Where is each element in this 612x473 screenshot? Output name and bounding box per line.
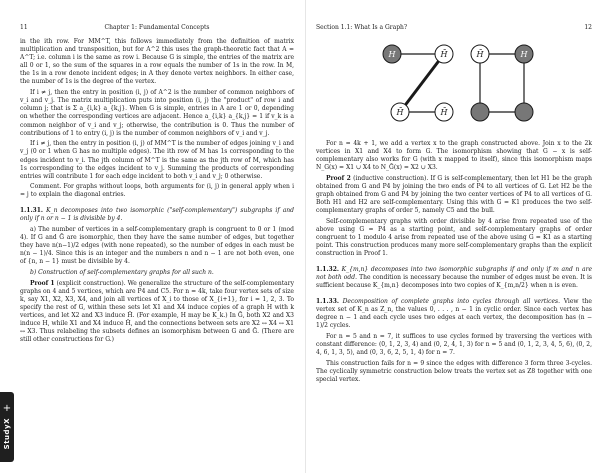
paragraph-degree: in the ith row. For MM^T, this follows immediately from the definition of matrix multiplication and transposition, but for A^2 this uses the graph-theoretic fact that A = A^T; i.e. column i is the same as row i. Because G is simple, the entries of the matrix are all 0 or 1, so the sum of the squares in a row equals the number of 1s in the row. In M, the 1s in a row denote incident edges; in A they denote vertex neighbors. In either case, the number of 1s is the degree of the vertex. — [20, 38, 294, 86]
part-b: b) Construction of self-complementary graphs for all such n. — [30, 269, 214, 276]
figure-edge — [400, 54, 444, 112]
exercise-label: 1.1.33. — [316, 297, 339, 305]
left-page-number: 11 — [20, 24, 28, 31]
vertex-label: H — [388, 50, 396, 59]
self-complementary-figure — [316, 40, 592, 140]
exercise-label: 1.1.32. — [316, 266, 339, 274]
vertex-label: H̄ — [440, 50, 448, 59]
proof-1 — [20, 280, 294, 345]
exercise-text: The condition is necessary because the number of edges must be even. It is sufficient because K_{m,n} decomposes into two copies of K_{m,n/2} when n is even. — [316, 274, 592, 290]
proof-2 — [316, 175, 592, 215]
paragraph-edges-joining: If i ≠ j, then the entry in position (i, j) of MM^T is the number of edges joining v_i and v_j (0 or 1 when G has no multiple edges). The ith row of M has 1s corresponding to the edges incident to v_i. The jth column of M^T is the same as the jth row of M, which has 1s corresponding to the edges incident to v_j. Summing the products of corresponding entries will contribute 1 for each edge incident to both v_i and v_j; 0 otherwise. — [20, 140, 294, 180]
figure-vertex — [515, 103, 533, 121]
plus-icon: + — [2, 403, 12, 415]
exercise-label: 1.1.31. — [20, 207, 43, 215]
proof-2-text: (inductive construction). If G is self-complementary, then let H1 be the graph obtained from G and P4 by joining the two ends of P4 to all vertices of G. Let H2 be the graph obtained from G and P4 by joining the two center vertices of P4 to all vertices of G. Both H1 and H2 are self-complementary. Using this with G = K1 produces the two self-complementary graphs of order 5, namely C5 and the bull. — [316, 174, 592, 215]
right-page — [306, 0, 612, 473]
studyx-sidebar-tab[interactable] — [0, 392, 14, 462]
exercise-1-1-33 — [316, 298, 592, 330]
proof-1-label: Proof 1 — [30, 279, 55, 287]
paragraph-n-4k-plus-1: For n = 4k + 1, we add a vertex x to the graph constructed above. Join x to the 2k vertices in X1 and X4 to form G. The isomorphism showing that G − x is self-complementary also works for G (with x mapped to itself), since this isomorphism maps N_G(x) = X1 ∪ X4 to N_Ḡ(x) = X2 ∪ X3. — [316, 140, 592, 172]
exercise-statement: K_{m,n} decomposes into two isomorphic subgraphs if and only if m and n are not both odd. — [316, 266, 592, 282]
paragraph-n-9: This construction fails for n = 9 since the edges with difference 3 form three 3-cycles. The cyclically symmetric construction below treats the vertex set as Z8 together with one special vertex. — [316, 359, 592, 383]
paragraph-self-complementary: Self-complementary graphs with order divisible by 4 arise from repeated use of the above using G = P4 as a starting point, and self-complementary graphs of order congruent to 1 modulo 4 arise from repeated use of the above using G = K1 as a starting point. This construction produces many more self-complementary graphs than the explicit construction in Proof 1. — [316, 218, 592, 258]
exercise-1-1-32 — [316, 266, 592, 290]
right-running-head: Section 1.1: What Is a Graph? — [316, 24, 408, 31]
exercise-1-1-31 — [20, 207, 294, 223]
vertex-label: H̄ — [440, 108, 448, 117]
vertex-label: H̄ — [396, 108, 404, 117]
paragraph-common-neighbors: If i ≠ j, then the entry in position (i, j) of A^2 is the number of common neighbors of v_i and v_j. The matrix multiplication puts into position (i, j) the "product" of row i and column j; that is Σ a_{i,k} a_{k,j}. When G is simple, entries in A are 1 or 0, depending on whether the corresponding vertices are adjacent. Hence a_{i,k} a_{k,j} = 1 if v_k is a common neighbor of v_i and v_j; otherwise, the contribution is 0. Thus the number of contributions of 1 to entry (i, j) is the number of common neighbors of v_i and v_j. — [20, 89, 294, 137]
proof-1-text: (explicit construction). We generalize the structure of the self-complementary graphs on 4 and 5 vertices, which are P4 and C5. For n = 4k, take four vertex sets of size k, say X1, X2, X3, X4, and join all vertices of X_i to those of X_{i+1}, for i = 1, 2, 3. To specify the rest of G, within these sets let X1 and X4 induce copies of a graph H with k vertices, and let X2 and X3 induce H̄. (For example, H may be K_k.) In Ḡ, both X2 and X3 induce H, while X1 and X4 induce H̄, and the connections between sets are X2 ↔ X4 ↔ X1 ↔ X3. Thus relabeling the subsets defines an isomorphism between G and Ḡ. (There are still other constructions for G.) — [20, 279, 294, 344]
exercise-statement: Decomposition of complete graphs into cycles through all vertices. — [342, 297, 561, 305]
studyx-label: StudyX — [3, 418, 11, 450]
part-a: a) The number of vertices in a self-complementary graph is congruent to 0 or 1 (mod 4). If G and Ḡ are isomorphic, then they have the same number of edges, but together they have n(n−1)/2 edges (with none repeated), so the number of edges in each must be n(n − 1)/4. Since this is an integer and the numbers n and n − 1 are not both even, one of {n, n − 1} must be divisible by 4. — [20, 225, 294, 266]
figure-svg — [364, 40, 544, 140]
paragraph-comment: Comment. For graphs without loops, both arguments for (i, j) in general apply when i = j to explain the diagonal entries. — [20, 183, 294, 199]
vertex-label: H̄ — [476, 50, 484, 59]
paragraph-n-5-7: For n = 5 and n = 7, it suffices to use cycles formed by traversing the vertices with constant difference: (0, 1, 2, 3, 4) and (0, 2, 4, 1, 3) for n = 5 and (0, 1, 2, 3, 4, 5, 6), (0, 2, 4, 6, 1, 3, 5), and (0, 3, 6, 2, 5, 1, 4) for n = 7. — [316, 332, 592, 357]
exercise-statement: K_n decomposes into two isomorphic ("self-complementary") subgraphs if and only if n or n − 1 is divisible by 4. — [20, 207, 294, 223]
proof-2-label: Proof 2 — [326, 174, 351, 182]
left-page-header — [20, 24, 294, 38]
right-page-header — [316, 24, 592, 38]
figure-vertex — [471, 103, 489, 121]
right-page-number: 12 — [584, 24, 592, 31]
left-running-head: Chapter 1: Fundamental Concepts — [104, 24, 210, 31]
vertex-label: H — [520, 50, 528, 59]
exercise-text: View the vertex set of K_n as Z_n, the values 0, . . . , n − 1 in cyclic order. Since each vertex has degree n − 1 and each cycle uses two edges at each vertex, the decomposition has (n − 1)/2 cycles. — [316, 297, 592, 330]
